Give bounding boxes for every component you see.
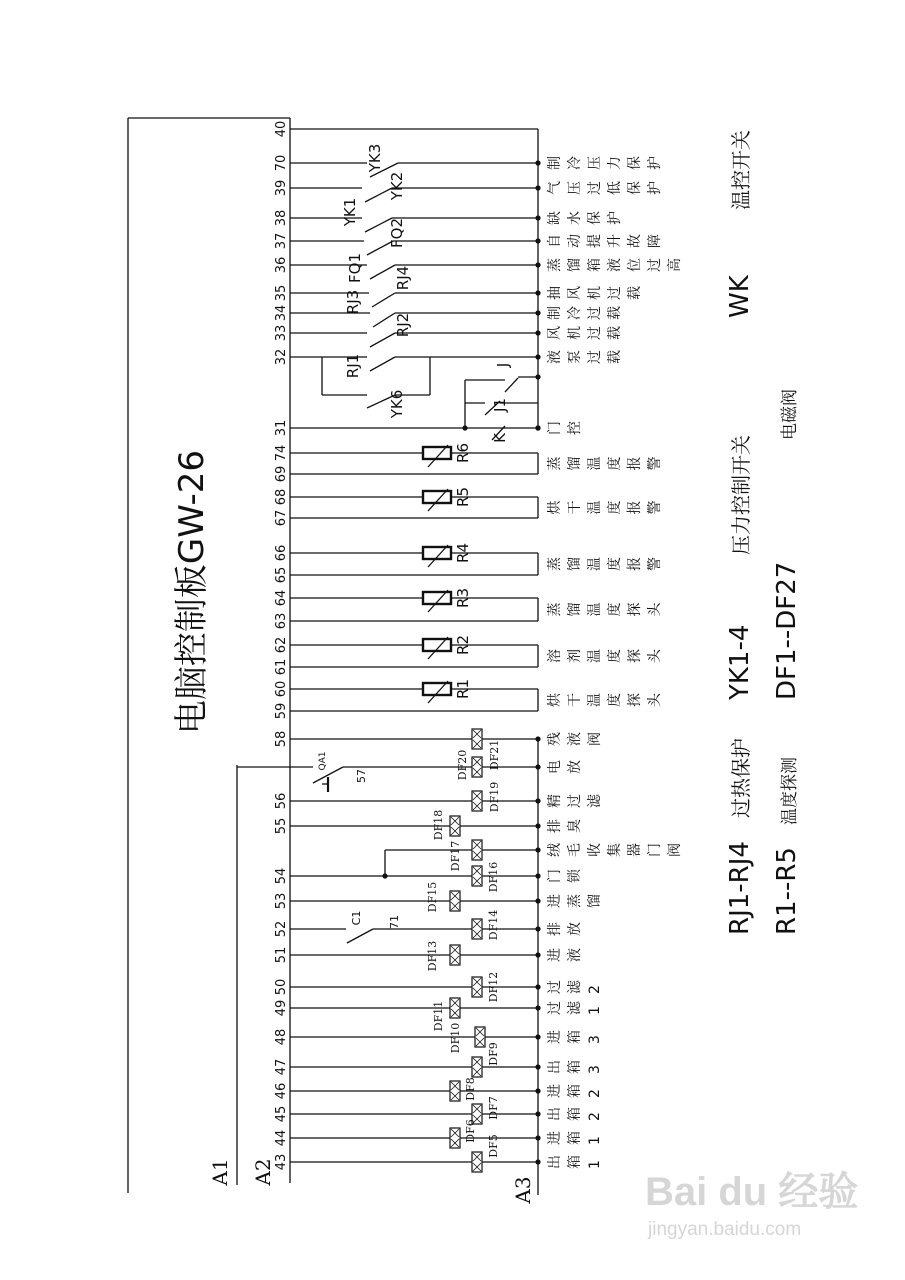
terminal-function-label: 缺水保护 bbox=[547, 205, 623, 225]
terminal-number: 53 bbox=[274, 892, 289, 910]
switch-contact bbox=[370, 357, 395, 371]
terminal-function-label: 制冷过载 bbox=[547, 300, 623, 320]
junction-dot bbox=[535, 898, 540, 903]
terminal-number: 64 bbox=[274, 589, 289, 607]
junction-dot bbox=[535, 873, 540, 878]
legend-text: 过热保护 bbox=[729, 738, 753, 818]
solenoid-valve-icon bbox=[450, 998, 460, 1018]
terminal-number: 70 bbox=[274, 154, 289, 172]
junction-dot bbox=[535, 330, 540, 335]
terminal-function-label: 过滤2 bbox=[547, 974, 603, 994]
terminal-number: 56 bbox=[274, 792, 289, 810]
baidu-watermark-logo: Bai du 经验 bbox=[645, 1170, 859, 1214]
component-label-57: 57 bbox=[355, 769, 368, 783]
switch-contact bbox=[370, 333, 395, 347]
valve-label: DF13 bbox=[426, 940, 439, 972]
relay-contact-j bbox=[505, 378, 518, 392]
terminal-number: 40 bbox=[274, 120, 289, 138]
terminal-number: 58 bbox=[274, 730, 289, 748]
junction-dot bbox=[535, 1088, 540, 1093]
valve-label: DF5 bbox=[487, 1134, 500, 1158]
terminal-function-label: 出箱3 bbox=[547, 1054, 603, 1074]
junction-dot bbox=[535, 798, 540, 803]
legend-text: 温度探测 bbox=[780, 757, 800, 825]
terminal-function-label: 烘干温度报警 bbox=[547, 494, 663, 515]
terminal-number: 69 bbox=[274, 465, 289, 483]
terminal-function-label: 残液阀 bbox=[547, 726, 603, 746]
component-label-yk6: YK6 bbox=[388, 389, 406, 419]
valve-label: DF10 bbox=[449, 1022, 462, 1054]
terminal-number: 51 bbox=[274, 946, 289, 964]
solenoid-valve-icon bbox=[472, 866, 482, 886]
terminal-function-label: 排放 bbox=[547, 916, 583, 936]
terminal-number: 34 bbox=[274, 304, 289, 322]
junction-dot bbox=[535, 185, 540, 190]
bus-label-a1: A1 bbox=[208, 1158, 232, 1186]
junction-dot bbox=[535, 1064, 540, 1069]
terminal-function-label: 门控 bbox=[547, 415, 583, 435]
junction-dot bbox=[535, 160, 540, 165]
switch-contact bbox=[372, 293, 395, 307]
terminal-number: 47 bbox=[274, 1058, 289, 1076]
terminal-function-label: 自动提升故障 bbox=[547, 228, 663, 248]
terminal-function-label: 进箱2 bbox=[547, 1078, 603, 1098]
junction-dot bbox=[535, 354, 540, 359]
valve-label: DF20 bbox=[456, 749, 469, 781]
sensor-label: R5 bbox=[454, 487, 472, 507]
terminal-function-label: 溶剂温度探头 bbox=[547, 643, 663, 663]
valve-label: DF9 bbox=[487, 1042, 500, 1066]
terminal-function-label: 进箱3 bbox=[547, 1024, 603, 1044]
junction-dot bbox=[535, 1111, 540, 1116]
junction-dot bbox=[535, 238, 540, 243]
terminal-number: 63 bbox=[274, 612, 289, 630]
legend-text: WK bbox=[725, 275, 755, 318]
terminal-number: 31 bbox=[274, 419, 289, 437]
sensor-label: R3 bbox=[454, 588, 472, 608]
terminal-function-label: 进蒸馏 bbox=[547, 888, 603, 908]
terminal-number: 54 bbox=[274, 867, 289, 885]
solenoid-valve-icon bbox=[450, 816, 460, 836]
terminal-number: 62 bbox=[274, 636, 289, 654]
component-label-fq1: FQ1 bbox=[346, 253, 364, 283]
terminal-number: 45 bbox=[274, 1105, 289, 1123]
component-label-j1: J1 bbox=[491, 398, 509, 412]
junction-dot bbox=[535, 764, 540, 769]
component-label-rj2: RJ2 bbox=[394, 312, 412, 338]
component-label-yk1: YK1 bbox=[341, 197, 359, 227]
solenoid-valve-icon bbox=[450, 945, 460, 965]
terminal-number: 55 bbox=[274, 817, 289, 835]
terminal-number: 36 bbox=[274, 256, 289, 274]
terminal-number: 61 bbox=[274, 658, 289, 676]
valve-label: DF16 bbox=[487, 861, 500, 893]
junction-dot bbox=[535, 736, 540, 741]
junction-dot bbox=[535, 952, 540, 957]
sensor-label: R4 bbox=[454, 543, 472, 563]
terminal-function-label: 绒毛收集器门阀 bbox=[547, 837, 683, 857]
terminal-number: 67 bbox=[274, 509, 289, 527]
terminal-number: 38 bbox=[274, 209, 289, 227]
terminal-function-label: 蒸馏箱液位过高 bbox=[547, 252, 683, 272]
component-label-rj3: RJ3 bbox=[344, 289, 362, 315]
terminal-number: 39 bbox=[274, 179, 289, 197]
terminal-function-label: 抽风机过载 bbox=[547, 280, 643, 300]
switch-contact bbox=[370, 265, 395, 279]
terminal-function-label: 蒸馏温度探头 bbox=[547, 596, 663, 617]
junction-dot bbox=[535, 926, 540, 931]
terminal-number: 32 bbox=[274, 348, 289, 366]
junction-dot bbox=[535, 823, 540, 828]
junction-dot bbox=[535, 847, 540, 852]
valve-label: DF7 bbox=[487, 1096, 500, 1120]
terminal-number: 46 bbox=[274, 1082, 289, 1100]
switch-contact bbox=[373, 313, 395, 327]
terminal-function-label: 进液 bbox=[547, 942, 583, 962]
solenoid-valve-icon bbox=[472, 791, 482, 811]
board-title: 电脑控制板GW-26 bbox=[172, 449, 212, 735]
junction-dot bbox=[535, 1005, 540, 1010]
component-label-fq2: FQ2 bbox=[388, 218, 406, 248]
legend-text: DF1--DF27 bbox=[772, 561, 802, 700]
component-label-yk2: YK2 bbox=[388, 171, 406, 201]
junction-dot bbox=[535, 290, 540, 295]
solenoid-valve-icon bbox=[450, 1081, 460, 1101]
component-label-yk3: YK3 bbox=[366, 143, 384, 173]
terminal-function-label: 电放 bbox=[547, 754, 583, 774]
junction-dot bbox=[535, 425, 540, 430]
terminal-number: 52 bbox=[274, 920, 289, 938]
valve-label: DF11 bbox=[432, 1000, 445, 1032]
terminal-number: 37 bbox=[274, 232, 289, 250]
solenoid-valve-icon bbox=[475, 1027, 485, 1047]
terminal-number: 35 bbox=[274, 284, 289, 302]
valve-label: DF21 bbox=[488, 739, 501, 771]
solenoid-valve-icon bbox=[472, 919, 482, 939]
terminal-function-label: 制冷压力保护 bbox=[547, 150, 663, 170]
terminal-function-label: 蒸馏温度报警 bbox=[547, 551, 663, 571]
solenoid-valve-icon bbox=[472, 729, 482, 749]
switch-contact-c1 bbox=[347, 929, 373, 943]
terminal-function-label: 出箱1 bbox=[547, 1149, 603, 1169]
valve-label: DF15 bbox=[426, 881, 439, 913]
legend-text: 压力控制开关 bbox=[729, 435, 753, 555]
terminal-number: 43 bbox=[274, 1153, 289, 1171]
terminal-number: 60 bbox=[274, 680, 289, 698]
terminal-number: 59 bbox=[274, 702, 289, 720]
terminal-function-label: 出箱2 bbox=[547, 1101, 603, 1121]
valve-label: DF17 bbox=[449, 840, 462, 872]
bus-label-a2: A2 bbox=[251, 1158, 275, 1186]
solenoid-valve-icon bbox=[472, 1152, 482, 1172]
legend-text: R1--R5 bbox=[772, 847, 802, 935]
component-label-71: 71 bbox=[388, 915, 401, 929]
terminal-number: 65 bbox=[274, 566, 289, 584]
valve-label: DF14 bbox=[487, 909, 500, 941]
terminal-number: 48 bbox=[274, 1028, 289, 1046]
solenoid-valve-icon bbox=[450, 1128, 460, 1148]
solenoid-valve-icon bbox=[472, 757, 482, 777]
junction-dot bbox=[535, 374, 540, 379]
component-label-k: K bbox=[491, 433, 509, 443]
junction-dot bbox=[535, 262, 540, 267]
valve-label: DF19 bbox=[488, 781, 501, 813]
bus-label-a3: A3 bbox=[511, 1176, 535, 1204]
solenoid-valve-icon bbox=[472, 840, 482, 860]
terminal-function-label: 进箱1 bbox=[547, 1125, 603, 1145]
junction-dot bbox=[535, 1159, 540, 1164]
terminal-number: 33 bbox=[274, 324, 289, 342]
component-label-rj4: RJ4 bbox=[394, 265, 412, 291]
junction-dot bbox=[535, 1034, 540, 1039]
terminal-function-label: 排臭 bbox=[547, 813, 583, 833]
solenoid-valve-icon bbox=[450, 891, 460, 911]
terminal-function-label: 过滤1 bbox=[547, 995, 603, 1015]
terminal-function-label: 气压过低保护 bbox=[547, 175, 663, 195]
component-label-rj1: RJ1 bbox=[344, 353, 362, 379]
terminal-function-label: 精过滤 bbox=[547, 788, 603, 808]
legend-text: YK1-4 bbox=[725, 624, 755, 700]
terminal-function-label: 蒸馏温度报警 bbox=[547, 450, 663, 471]
valve-label: DF12 bbox=[487, 971, 500, 1003]
sensor-label: R6 bbox=[454, 443, 472, 463]
junction-dot bbox=[535, 984, 540, 989]
legend-text: 电磁阀 bbox=[780, 389, 800, 440]
legend-text: 温控开关 bbox=[729, 130, 753, 210]
component-label-j: J bbox=[494, 362, 512, 368]
legend-text: RJ1-RJ4 bbox=[725, 841, 755, 935]
solenoid-valve-icon bbox=[472, 977, 482, 997]
sensor-label: R2 bbox=[454, 635, 472, 655]
terminal-number: 66 bbox=[274, 544, 289, 562]
solenoid-valve-icon bbox=[472, 1057, 482, 1077]
terminal-function-label: 烘干温度探头 bbox=[547, 687, 663, 707]
terminal-number: 68 bbox=[274, 488, 289, 506]
terminal-function-label: 液泵过载 bbox=[547, 344, 623, 364]
junction-dot bbox=[535, 1135, 540, 1140]
junction-dot bbox=[535, 310, 540, 315]
valve-label: DF6 bbox=[464, 1119, 477, 1143]
terminal-number: 44 bbox=[274, 1129, 289, 1147]
sensor-label: R1 bbox=[454, 679, 472, 699]
terminal-function-label: 风机过载 bbox=[547, 320, 623, 340]
baidu-watermark-url: jingyan.baidu.com bbox=[648, 1219, 802, 1240]
component-label-qa1: QA1 bbox=[318, 751, 328, 771]
terminal-number: 50 bbox=[274, 978, 289, 996]
valve-label: DF18 bbox=[432, 809, 445, 841]
valve-label: DF8 bbox=[464, 1077, 477, 1101]
terminal-function-label: 门锁 bbox=[547, 863, 583, 883]
junction-dot bbox=[535, 215, 540, 220]
component-label-c1: C1 bbox=[350, 910, 363, 926]
terminal-number: 49 bbox=[274, 999, 289, 1017]
terminal-number: 74 bbox=[274, 444, 289, 462]
